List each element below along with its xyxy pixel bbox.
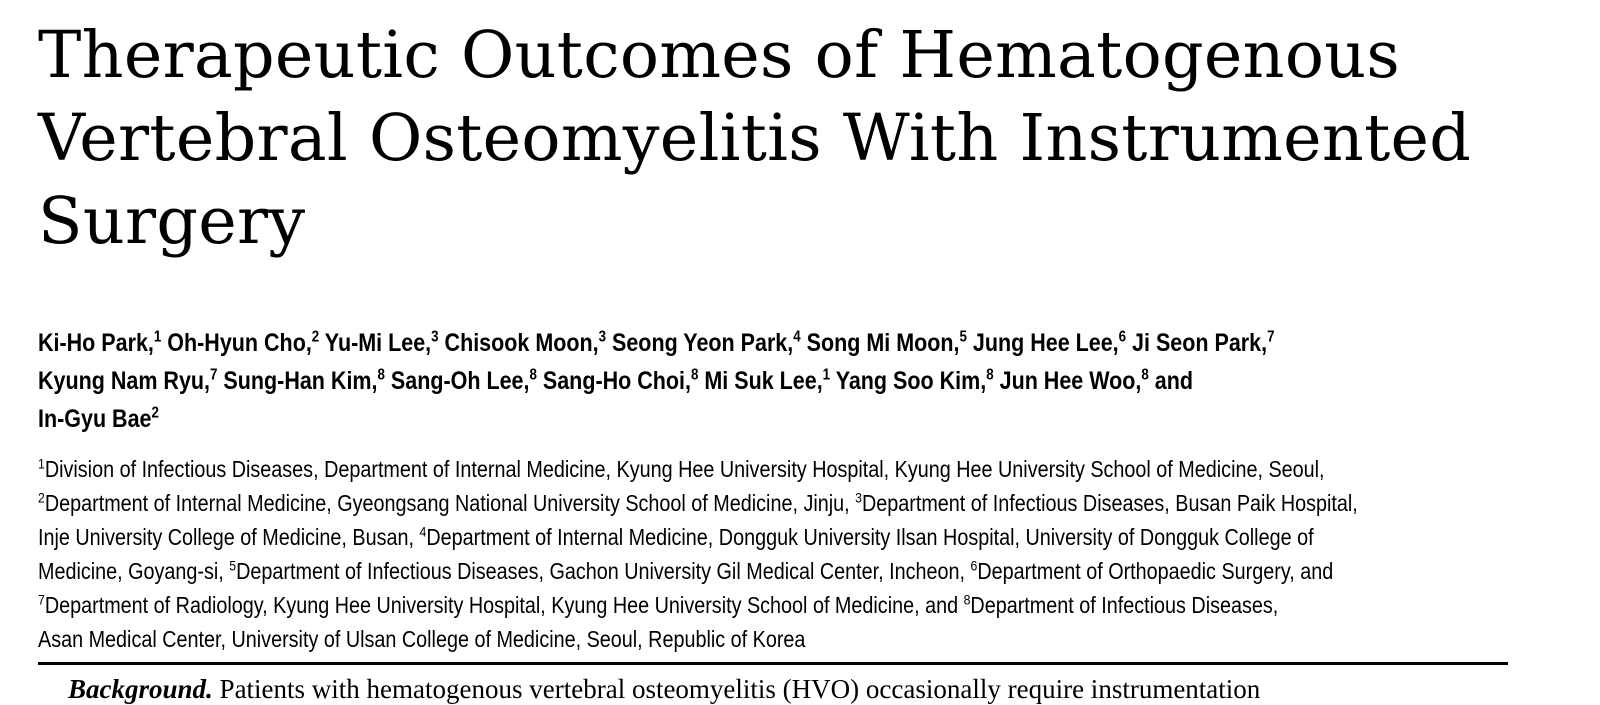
affiliation-line-1 [38, 452, 1552, 486]
affiliation-number: 4 [419, 524, 427, 541]
affiliation-text: Department of Infectious Diseases, Busan Paik Hospital, [861, 490, 1358, 516]
author-affiliation-mark: 8 [377, 366, 385, 384]
affiliation-text: Department of Orthopaedic Surgery, and [977, 558, 1334, 584]
author-name: Jung Hee Lee, [972, 329, 1119, 357]
affiliation-number: 2 [38, 490, 45, 507]
affiliation-number: 8 [963, 592, 971, 609]
author-affiliation-mark: 6 [1118, 328, 1127, 346]
affiliation-text: Department of Internal Medicine, Dongguk University Ilsan Hospital, University of Dongguk College of [426, 524, 1314, 550]
author-name: Oh-Hyun Cho, [167, 329, 312, 357]
author-affiliation-mark: 1 [153, 328, 162, 346]
author-name: Chisook Moon, [444, 329, 599, 357]
author-name: Ki-Ho Park, [38, 329, 154, 357]
article-title [38, 0, 1548, 263]
author-name: Ji Seon Park, [1132, 329, 1268, 357]
affiliation-text: Department of Infectious Diseases, Gachon University Gil Medical Center, Incheon, [236, 558, 971, 584]
author-affiliation-mark: 3 [431, 328, 439, 346]
section-divider [38, 662, 1508, 665]
abstract-background-text: Patients with hematogenous vertebral osteomyelitis (HVO) occasionally require instrumentation [219, 674, 1261, 704]
affiliation-text: Medicine, Goyang-si, [38, 558, 230, 584]
affiliation-number: 3 [855, 490, 862, 507]
author-affiliation-mark: 2 [311, 328, 320, 346]
author-name: Yu-Mi Lee, [324, 329, 432, 357]
title-line-2: Vertebral Osteomyelitis With Instrumented [38, 101, 1472, 176]
affiliation-number: 1 [38, 456, 45, 473]
author-affiliation-mark: 7 [1267, 328, 1275, 346]
affiliation-line-5 [38, 588, 1552, 622]
affiliation-line-2 [38, 486, 1552, 520]
abstract-first-line [68, 674, 1260, 705]
author-affiliation-mark: 4 [793, 328, 801, 346]
author-name: In-Gyu Bae [38, 405, 152, 433]
author-affiliation-mark: 8 [1141, 366, 1149, 384]
affiliation-text: Division of Infectious Diseases, Department of Internal Medicine, Kyung Hee University Hospital, Kyung Hee University School of Medicine, Seoul, [44, 456, 1325, 482]
author-line-3 [38, 400, 1341, 438]
affiliation-text: Department of Radiology, Kyung Hee University Hospital, Kyung Hee University School of Medicine, and [44, 592, 964, 618]
abstract-background-label: Background. [68, 674, 213, 704]
affiliation-number: 5 [229, 558, 237, 575]
author-name: Mi Suk Lee, [704, 367, 823, 395]
affiliation-line-6 [38, 622, 1552, 656]
affiliation-number: 7 [38, 592, 45, 609]
author-name: Sang-Oh Lee, [390, 367, 530, 395]
author-name: Sung-Han Kim, [223, 367, 378, 395]
article-page [38, 0, 1548, 704]
author-line-2 [38, 362, 1341, 400]
author-affiliation-mark: 3 [598, 328, 607, 346]
author-name: Song Mi Moon, [806, 329, 960, 357]
affiliation-text: Asan Medical Center, University of Ulsan College of Medicine, Seoul, Republic of Korea [38, 626, 806, 652]
author-line-1 [38, 324, 1341, 362]
title-line-1: Therapeutic Outcomes of Hematogenous [38, 18, 1401, 93]
author-list [38, 324, 1341, 438]
affiliation-text: Department of Infectious Diseases, [970, 592, 1279, 618]
title-line-3: Surgery [38, 184, 306, 259]
author-affiliation-mark: 8 [986, 366, 994, 384]
affiliation-line-4 [38, 554, 1552, 588]
author-name: Yang Soo Kim, [835, 367, 987, 395]
affiliation-number: 6 [970, 558, 978, 575]
author-affiliation-mark: 8 [690, 366, 699, 384]
author-affiliation-mark: 5 [959, 328, 967, 346]
author-name: Sang-Ho Choi, [542, 367, 691, 395]
author-conjunction: and [1154, 367, 1194, 395]
author-affiliation-mark: 7 [210, 366, 218, 384]
affiliation-text: Inje University College of Medicine, Busan, [38, 524, 420, 550]
author-name: Seong Yeon Park, [612, 329, 794, 357]
author-name: Kyung Nam Ryu, [38, 367, 211, 395]
author-affiliation-mark: 2 [151, 404, 159, 422]
author-name: Jun Hee Woo, [999, 367, 1142, 395]
affiliation-text: Department of Internal Medicine, Gyeongsang National University School of Medicine, Jinju, [44, 490, 856, 516]
affiliations [38, 452, 1552, 656]
author-affiliation-mark: 8 [529, 366, 537, 384]
author-affiliation-mark: 1 [822, 366, 831, 384]
affiliation-line-3 [38, 520, 1552, 554]
